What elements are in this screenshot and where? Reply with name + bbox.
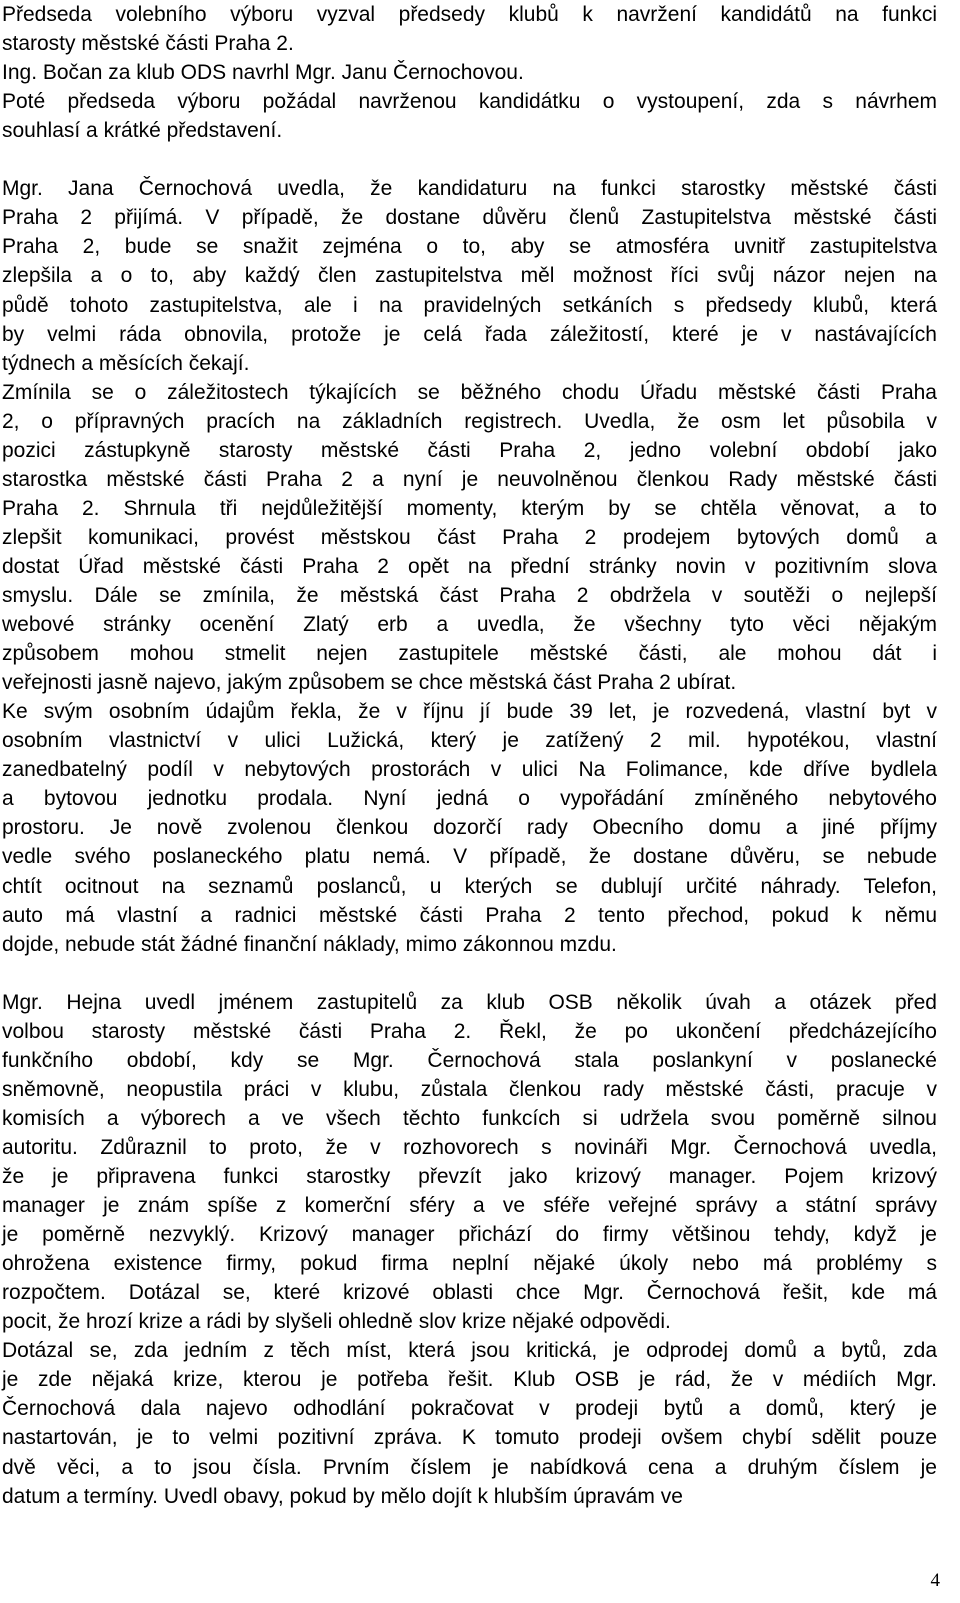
text-line: půdě tohoto zastupitelstva, ale i na pravidelných setkáních s předsedy klubů, která — [2, 293, 937, 317]
page-number: 4 — [930, 1570, 940, 1591]
text-line: manager je znám spíše z komerční sféry a ve sféře veřejné správy a státní správy — [2, 1194, 937, 1218]
text-line: Praha 2, bude se snažit zejména o to, aby se atmosféra uvnitř zastupitelstva — [2, 235, 937, 259]
text-line: Mgr. Jana Černochová uvedla, že kandidaturu na funkci starostky městské části — [2, 177, 937, 201]
text-line: komisích a výborech a ve všech těchto funkcích si udržela svou poměrně silnou — [2, 1106, 937, 1130]
text-line: Dotázal se, zda jedním z těch míst, která jsou kritická, je odprodej domů a bytů, zda — [2, 1339, 937, 1363]
text-line: starosty městské části Praha 2. — [2, 32, 294, 56]
text-line: Poté předseda výboru požádal navrženou kandidátku o vystoupení, zda s návrhem — [2, 90, 937, 114]
text-line: chtít ocitnout na seznamů poslanců, u kterých se dublují určité náhrady. Telefon, — [2, 874, 937, 898]
text-line: datum a termíny. Uvedl obavy, pokud by mělo dojít k hlubším úpravám ve — [2, 1484, 683, 1508]
text-line: auto má vlastní a radnici městské části Praha 2 tento přechod, pokud k němu — [2, 903, 937, 927]
text-line: Ing. Bočan za klub ODS navrhl Mgr. Janu Černochovou. — [2, 61, 524, 85]
text-line: Černochová dala najevo odhodlání pokračovat v prodeji bytů a domů, který je — [2, 1397, 937, 1421]
text-line: týdnech a měsících čekají. — [2, 351, 250, 375]
text-line: zanedbatelný podíl v nebytových prostorách v ulici Na Folimance, kde dříve bydlela — [2, 758, 937, 782]
text-line: zlepšit komunikaci, provést městskou část Praha 2 prodejem bytových domů a — [2, 525, 937, 549]
text-line: rozpočtem. Dotázal se, které krizové oblasti chce Mgr. Černochová řešit, kde má — [2, 1281, 937, 1305]
text-line: 2, o přípravných pracích na základních registrech. Uvedla, že osm let působila v — [2, 409, 937, 433]
text-line: dostat Úřad městské části Praha 2 opět na přední stránky novin v pozitivním slova — [2, 554, 937, 578]
text-line: dojde, nebude stát žádné finanční náklady, mimo zákonnou mzdu. — [2, 932, 617, 956]
text-line: pozici zástupkyně starosty městské části Praha 2, jedno volební období jako — [2, 438, 937, 462]
text-line: veřejnosti jasně najevo, jakým způsobem se chce městská část Praha 2 ubírat. — [2, 671, 737, 695]
text-line: dvě věci, a to jsou čísla. Prvním číslem je nabídková cena a druhým číslem je — [2, 1455, 937, 1479]
text-line: by velmi ráda obnovila, protože je celá řada záležitostí, které je v nastávajících — [2, 322, 937, 346]
text-line: souhlasí a krátké představení. — [2, 119, 283, 143]
text-line: a bytovou jednotku prodala. Nyní jedná o vypořádání zmíněného nebytového — [2, 787, 937, 811]
text-line: Ke svým osobním údajům řekla, že v říjnu jí bude 39 let, je rozvedená, vlastní byt v — [2, 700, 937, 724]
text-line: autoritu. Zdůraznil to proto, že v rozhovorech s novináři Mgr. Černochová uvedla, — [2, 1135, 937, 1159]
text-line: funkčního období, kdy se Mgr. Černochová stala poslankyní v poslanecké — [2, 1048, 937, 1072]
text-line: Předseda volebního výboru vyzval předsedy klubů k navržení kandidátů na funkci — [2, 3, 937, 26]
text-line: Praha 2. Shrnula tři nejdůležitější momenty, kterým by se chtěla věnovat, a to — [2, 496, 937, 520]
text-line: je poměrně nezvyklý. Krizový manager přichází do firmy většinou tehdy, když je — [2, 1223, 937, 1247]
text-line: způsobem mohou stmelit nejen zastupitele městské části, ale mohou dát i — [2, 642, 937, 666]
text-line: Praha 2 přijímá. V případě, že dostane důvěru členů Zastupitelstva městské části — [2, 206, 937, 230]
text-line: volbou starosty městské části Praha 2. Řekl, že po ukončení předcházejícího — [2, 1019, 937, 1043]
text-line: osobním vlastnictví v ulici Lužická, který je zatížený 2 mil. hypotékou, vlastní — [2, 729, 937, 753]
text-line: prostoru. Je nově zvolenou členkou dozorčí rady Obecního domu a jiné příjmy — [2, 816, 937, 840]
text-line: smyslu. Dále se zmínila, že městská část Praha 2 obdržela v soutěži o nejlepší — [2, 584, 937, 607]
text-line: ohrožena existence firmy, pokud firma neplní nějaké úkoly nebo má problémy s — [2, 1252, 937, 1276]
text-line: sněmovně, neopustila práci v klubu, zůstala členkou rady městské části, pracuje v — [2, 1077, 937, 1101]
text-line: je zde nějaká krize, kterou je potřeba řešit. Klub OSB je rád, že v médiích Mgr. — [2, 1368, 937, 1392]
text-line: zlepšila a o to, aby každý člen zastupitelstva měl možnost říci svůj názor nejen na — [2, 264, 937, 288]
text-line: vedle svého poslaneckého platu nemá. V případě, že dostane důvěru, se nebude — [2, 845, 937, 869]
text-line: pocit, že hrozí krize a rádi by slyšeli ohledně slov krize nějaké odpovědi. — [2, 1310, 671, 1334]
text-line: Zmínila se o záležitostech týkajících se běžného chodu Úřadu městské části Praha — [2, 380, 937, 404]
text-line: nastartován, je to velmi pozitivní zpráva. K tomuto prodeji ovšem chybí sdělit pouze — [2, 1426, 937, 1450]
text-line: Mgr. Hejna uvedl jménem zastupitelů za klub OSB několik úvah a otázek před — [2, 990, 937, 1014]
text-line: webové stránky ocenění Zlatý erb a uvedla, že všechny tyto věci nějakým — [2, 613, 937, 637]
text-line: že je připravena funkci starostky převzít jako krizový manager. Pojem krizový — [2, 1165, 937, 1188]
text-line: starostka městské části Praha 2 a nyní je neuvolněnou členkou Rady městské části — [2, 467, 937, 491]
